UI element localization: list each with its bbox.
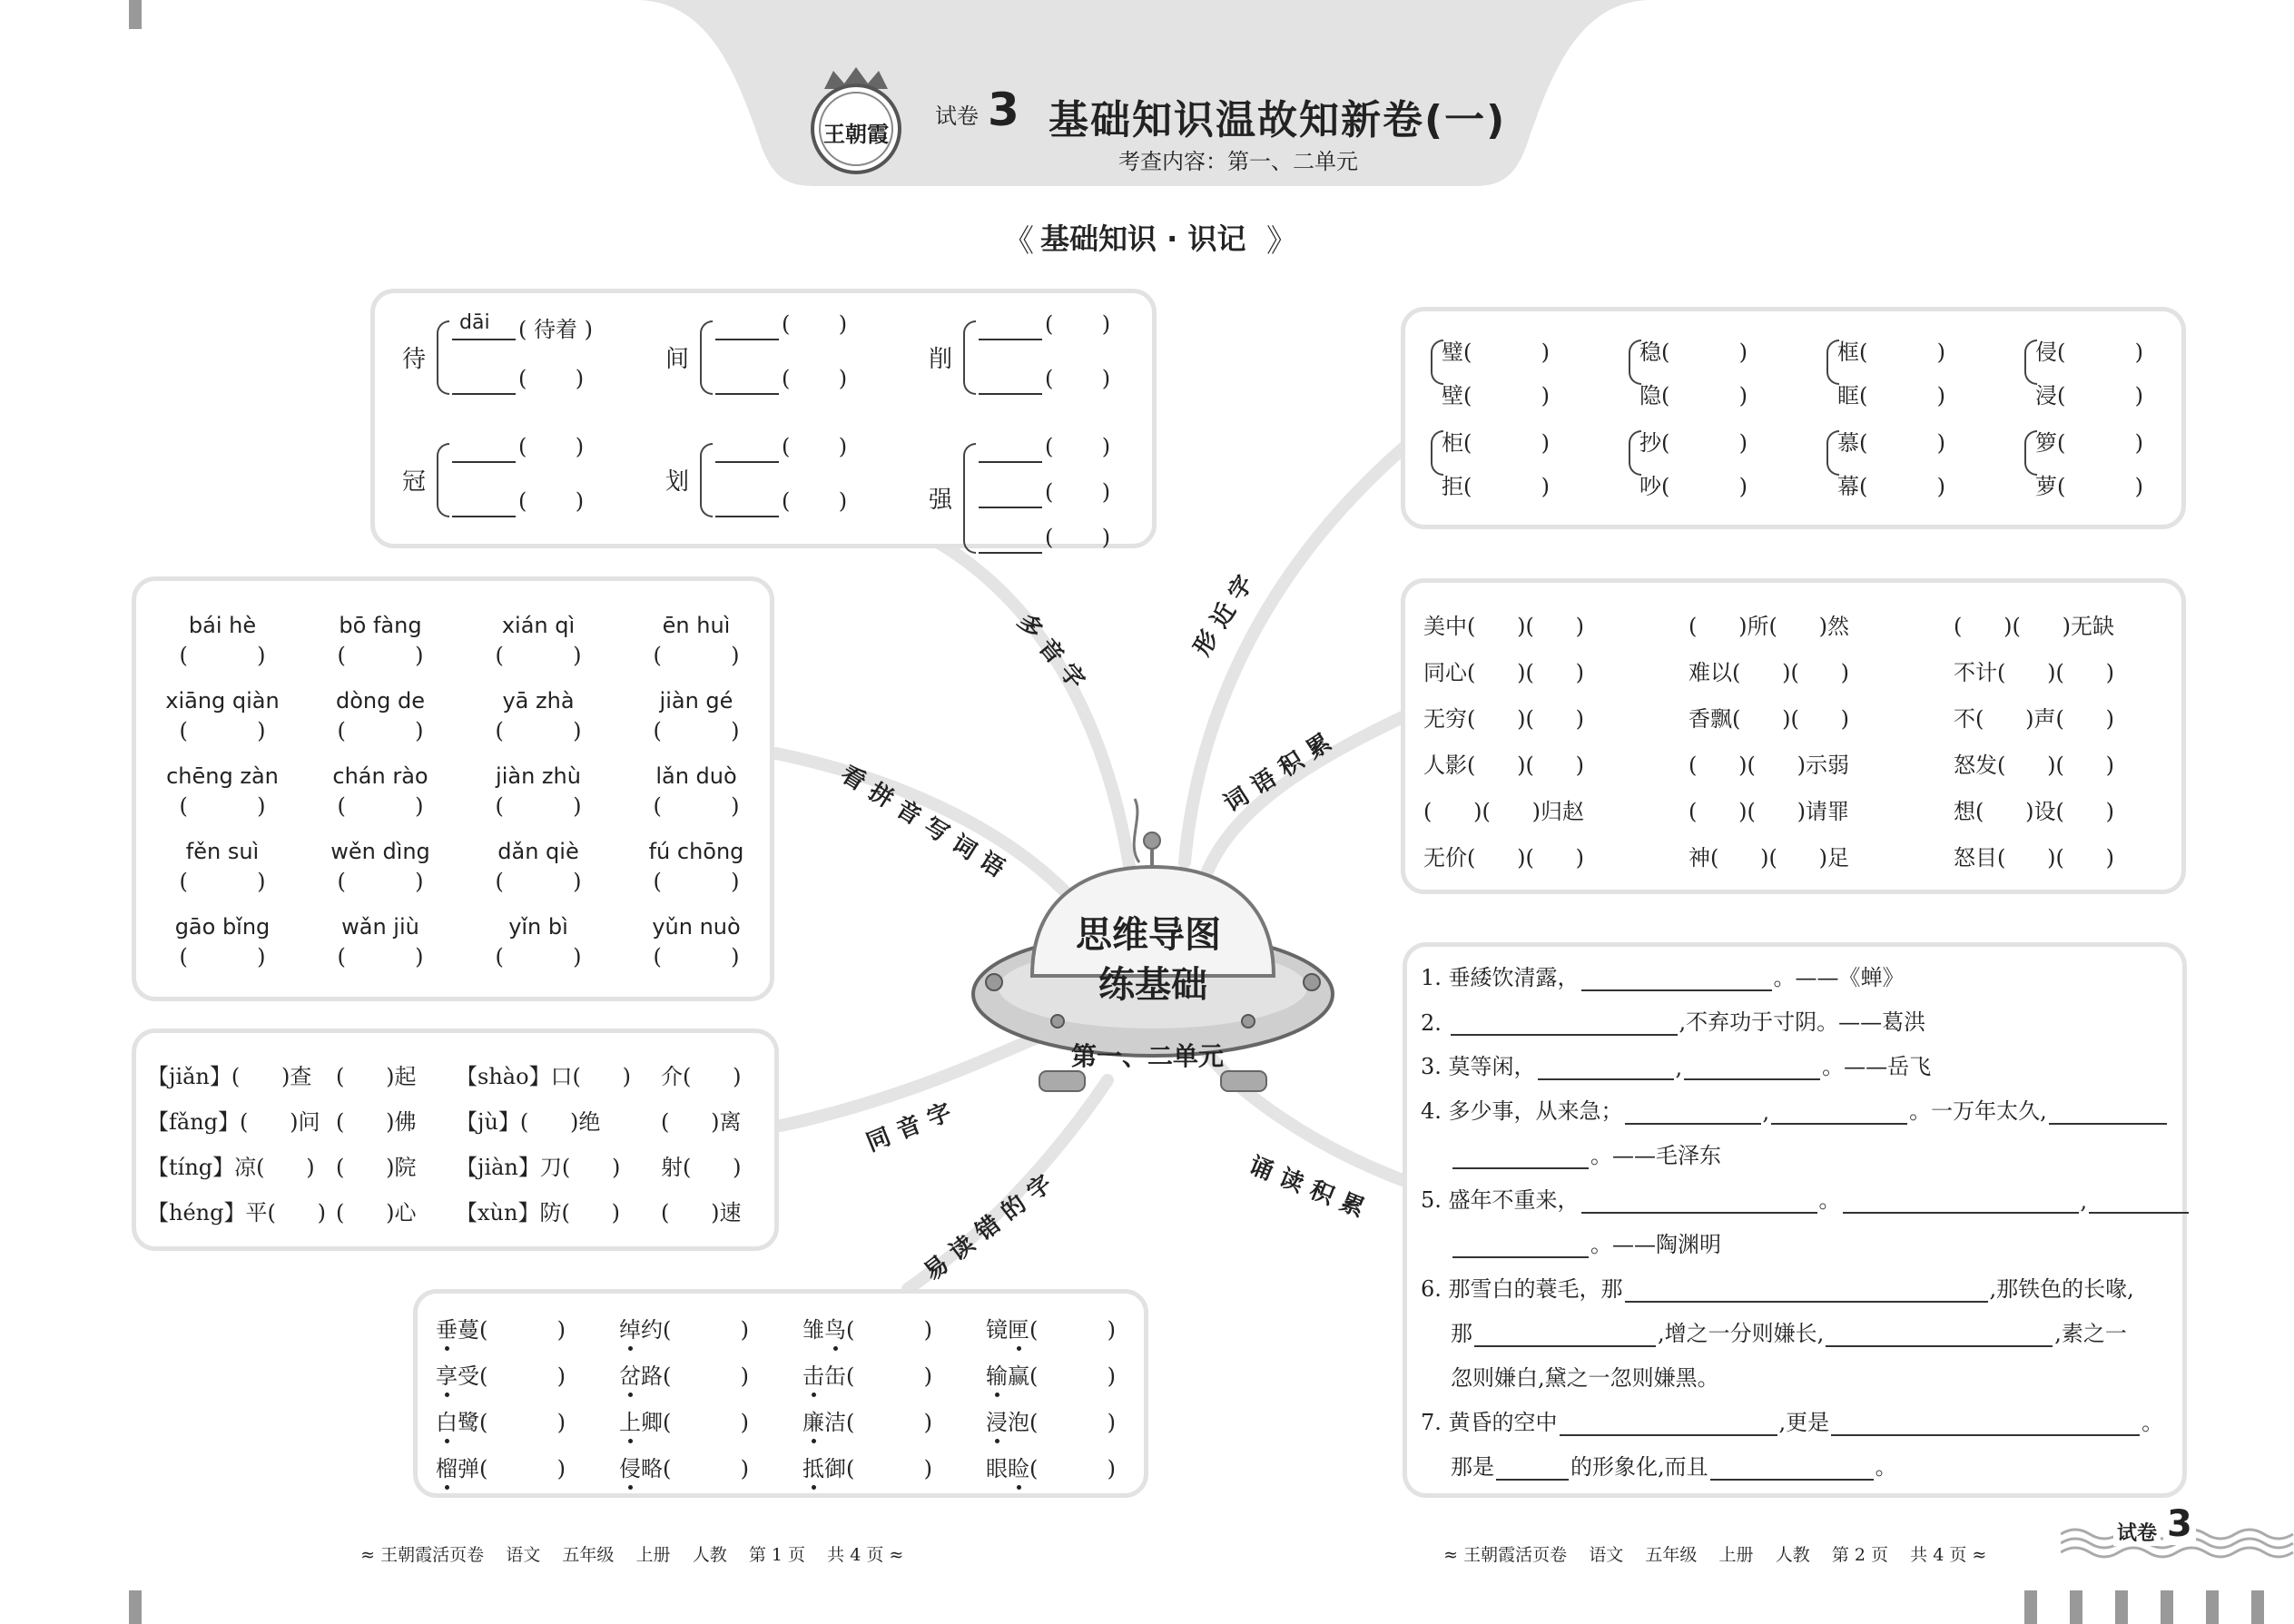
wave-icon: ≈ — [883, 1545, 904, 1565]
songdu-box — [1403, 942, 2187, 1498]
recitation-text: 。一万年太久, — [1909, 1098, 2047, 1124]
answer-blank[interactable] — [452, 311, 516, 340]
dotted-char: 榴 — [436, 1456, 458, 1481]
pinyin-prompt: dòng de — [336, 688, 425, 714]
xingjin-word[interactable]: 稳( ) — [1639, 340, 1748, 365]
paren-blank[interactable]: ( 待着 ) — [518, 317, 593, 342]
xingjin-word[interactable]: 壁( ) — [1442, 383, 1551, 408]
duoyin-char: 间 — [665, 346, 690, 373]
paren-blank[interactable]: ( ) — [1045, 525, 1111, 550]
duoyin-char: 强 — [929, 487, 953, 514]
pinyin-prompt: jiàn gé — [659, 688, 733, 714]
pinyin-prompt: fú chōng — [648, 839, 744, 864]
xingjin-word[interactable]: 萝( ) — [2035, 474, 2144, 499]
word-rest: 卿( ) — [641, 1410, 750, 1435]
word-rest: 赢( ) — [1008, 1363, 1117, 1389]
branch-label-xingjin: 形近字 — [1188, 563, 1265, 661]
answer-blank[interactable] — [452, 434, 516, 463]
page-title: 基础知识温故知新卷(一) — [1049, 97, 1507, 143]
xingjin-word[interactable]: 浸( ) — [2035, 383, 2144, 408]
pinyin-prompt: xiāng qiàn — [165, 688, 280, 714]
word-rest: 弹( ) — [458, 1456, 566, 1481]
paren-blank[interactable]: ( ) — [1045, 311, 1111, 337]
center-title-line2: 练基础 — [1098, 964, 1207, 1006]
xingjin-word[interactable]: 柜( ) — [1442, 430, 1551, 456]
recitation-blank[interactable] — [1452, 1233, 1589, 1258]
footer-left-text: 王朝霞活页卷 语文 五年级 上册 人教 第 1 页 共 4 页 — [380, 1545, 884, 1565]
word-rest: 路( ) — [641, 1363, 750, 1389]
idiom-fill[interactable]: ( )( )归赵 — [1423, 799, 1584, 824]
recitation-blank[interactable] — [1771, 1099, 1907, 1125]
idiom-fill[interactable]: 想( )设( ) — [1954, 799, 2114, 824]
misread-word[interactable] — [986, 1358, 1116, 1390]
word-rest: 蔓( ) — [458, 1317, 566, 1343]
homophone-fill[interactable]: 【xùn】防( ) — [456, 1200, 620, 1225]
recitation-text: 。——陶渊明 — [1590, 1232, 1721, 1257]
recitation-blank[interactable] — [1496, 1455, 1569, 1481]
misread-word[interactable] — [619, 1358, 749, 1390]
word-rest: 约( ) — [641, 1317, 750, 1343]
pinyin-box — [132, 576, 774, 1001]
dotted-char: 享 — [436, 1363, 458, 1389]
homophone-fill[interactable]: 介( ) — [661, 1064, 742, 1089]
answer-blank[interactable] — [715, 434, 779, 463]
tongyin-box — [132, 1029, 779, 1251]
recitation-blank[interactable] — [1581, 1188, 1817, 1214]
pinyin-answer-blank[interactable]: ( ) — [337, 643, 424, 668]
pinyin-answer-blank[interactable]: ( ) — [179, 718, 266, 743]
idiom-fill[interactable]: 美中( )( ) — [1423, 614, 1584, 639]
recitation-blank[interactable] — [1452, 1144, 1589, 1169]
idiom-fill[interactable]: 难以( )( ) — [1689, 660, 1849, 685]
recitation-blank[interactable] — [1581, 966, 1772, 991]
pinyin-prompt: yǔn nuò — [652, 914, 741, 940]
recitation-blank[interactable] — [2089, 1188, 2189, 1214]
idiom-fill[interactable]: ( )( )无缺 — [1954, 614, 2114, 639]
recitation-text: 的形象化,而且 — [1570, 1454, 1708, 1480]
pinyin-answer-blank[interactable]: ( ) — [653, 718, 740, 743]
recitation-blank[interactable] — [1831, 1411, 2140, 1436]
recitation-line — [1451, 1449, 1897, 1481]
recitation-text: 3. 莫等闲， — [1421, 1054, 1536, 1079]
branch-label-duoyin: 多音字 — [1011, 608, 1097, 702]
answer-blank[interactable] — [979, 525, 1042, 554]
paper-label: 试卷 — [935, 103, 979, 129]
paren-blank[interactable]: ( ) — [782, 434, 848, 459]
answer-blank[interactable] — [979, 366, 1042, 395]
dotted-char: 击 — [802, 1363, 824, 1389]
homophone-fill[interactable]: ( )起 — [336, 1064, 417, 1089]
recitation-text: , — [1762, 1099, 1770, 1125]
homophone-fill[interactable]: ( )离 — [661, 1109, 742, 1135]
ciyu-box — [1401, 578, 2186, 894]
misread-word[interactable] — [986, 1451, 1116, 1482]
branch-label-yidu: 易读错的字 — [919, 1164, 1065, 1287]
recitation-text: 1. 垂緌饮清露， — [1421, 965, 1580, 990]
recitation-text: 那 — [1451, 1321, 1472, 1346]
word-rest: ( ) — [1029, 1456, 1117, 1481]
recitation-blank[interactable] — [1684, 1055, 1820, 1080]
paren-blank[interactable]: ( ) — [518, 434, 585, 459]
answer-pinyin: dāi — [459, 311, 490, 334]
recitation-line — [1421, 960, 1905, 991]
recitation-text: 忽则嫌白,黛之一忽则嫌黑。 — [1451, 1365, 1719, 1391]
section-title-right-ornament: 》 — [1266, 223, 1297, 260]
paren-blank[interactable]: ( ) — [1045, 434, 1111, 459]
brace-icon — [963, 443, 976, 554]
paren-blank[interactable]: ( ) — [518, 366, 585, 391]
wave-icon: ≈ — [1443, 1545, 1464, 1565]
recitation-line — [1451, 1315, 2127, 1347]
recitation-text: 。 — [2141, 1410, 2164, 1435]
duoyin-box — [370, 289, 1157, 548]
misread-word[interactable] — [436, 1404, 566, 1436]
pinyin-answer-blank[interactable]: ( ) — [179, 944, 266, 969]
pinyin-answer-blank[interactable]: ( ) — [653, 793, 740, 819]
pinyin-answer-blank[interactable]: ( ) — [495, 793, 582, 819]
dotted-char: 鸟 — [824, 1317, 846, 1343]
recitation-blank[interactable] — [1843, 1188, 2079, 1214]
homophone-fill[interactable]: 【jiǎn】( )查 — [147, 1064, 312, 1089]
center-units-label: 第一、二单元 — [1071, 1041, 1225, 1071]
word-rest: 洁( ) — [824, 1410, 933, 1435]
dotted-char: 匣 — [1008, 1317, 1029, 1343]
idiom-fill[interactable]: ( )( )示弱 — [1689, 753, 1849, 778]
paren-blank[interactable]: ( ) — [1045, 366, 1111, 391]
misread-word[interactable] — [619, 1451, 749, 1482]
footer-right — [1433, 1521, 1986, 1566]
idiom-fill[interactable]: 怒发( )( ) — [1954, 753, 2114, 778]
answer-blank[interactable] — [979, 479, 1042, 508]
xingjin-word[interactable]: 抄( ) — [1639, 430, 1748, 456]
duoyin-char: 削 — [929, 346, 953, 373]
xingjin-word[interactable]: 拒( ) — [1442, 474, 1551, 499]
pinyin-prompt: wǎn jiù — [341, 914, 419, 940]
brace-icon — [700, 320, 713, 395]
xingjin-word[interactable]: 吵( ) — [1639, 474, 1748, 499]
pinyin-prompt: jiàn zhù — [496, 763, 581, 789]
section-title: 基础知识 · 识记 — [1040, 221, 1246, 256]
branch-label-songdu: 诵读积累 — [1245, 1151, 1377, 1226]
recitation-text: 那是 — [1451, 1454, 1494, 1480]
idiom-fill[interactable]: 无穷( )( ) — [1423, 706, 1584, 732]
recitation-text: , — [2080, 1188, 2088, 1214]
homophone-fill[interactable]: 射( ) — [661, 1155, 742, 1180]
pinyin-prompt: dǎn qiè — [497, 839, 579, 864]
answer-blank[interactable] — [715, 488, 779, 517]
recitation-line — [1421, 1048, 1931, 1080]
xingjin-word[interactable]: 框( ) — [1837, 340, 1946, 365]
recitation-line — [1451, 1226, 1721, 1258]
brace-icon — [700, 443, 713, 517]
dotted-char: 上 — [619, 1410, 641, 1435]
pinyin-prompt: gāo bǐng — [174, 914, 271, 940]
idiom-fill[interactable]: 同心( )( ) — [1423, 660, 1584, 685]
brace-icon — [963, 320, 976, 395]
idiom-fill[interactable]: 人影( )( ) — [1423, 753, 1584, 778]
logo-text: 王朝霞 — [823, 121, 889, 147]
pinyin-prompt: bō fàng — [339, 613, 422, 638]
misread-word[interactable] — [619, 1404, 749, 1436]
xingjin-word[interactable]: 幕( ) — [1837, 474, 1946, 499]
xingjin-word[interactable]: 箩( ) — [2035, 430, 2144, 456]
word-char: 镜 — [986, 1317, 1008, 1343]
word-rest: 鹭( ) — [458, 1410, 566, 1435]
corner-number: 3 — [2163, 1503, 2196, 1545]
recitation-text: 7. 黄昏的空中 — [1421, 1410, 1558, 1435]
pinyin-answer-blank[interactable]: ( ) — [179, 793, 266, 819]
pinyin-prompt: chēng zàn — [166, 763, 279, 789]
pinyin-answer-blank[interactable]: ( ) — [653, 944, 740, 969]
recitation-line — [1421, 1004, 1925, 1036]
paren-blank[interactable]: ( ) — [782, 311, 848, 337]
section-title-left-ornament: 《 — [1003, 223, 1034, 260]
recitation-blank[interactable] — [1560, 1411, 1777, 1436]
word-char: 眼 — [986, 1456, 1008, 1481]
dotted-char: 垂 — [436, 1317, 458, 1343]
homophone-fill[interactable]: 【jù】( )绝 — [456, 1109, 601, 1135]
recitation-blank[interactable] — [1625, 1277, 1988, 1303]
dotted-char: 侵 — [619, 1456, 641, 1481]
pinyin-answer-blank[interactable]: ( ) — [179, 643, 266, 668]
idiom-fill[interactable]: 神( )( )足 — [1689, 845, 1849, 871]
pinyin-prompt: ēn huì — [662, 613, 731, 638]
recitation-line — [1451, 1360, 1719, 1392]
idiom-fill[interactable]: 不计( )( ) — [1954, 660, 2114, 685]
xingjin-word[interactable]: 璧( ) — [1442, 340, 1551, 365]
xingjin-box — [1401, 307, 2186, 529]
word-rest: 受( ) — [458, 1363, 566, 1389]
pinyin-answer-blank[interactable]: ( ) — [495, 944, 582, 969]
xingjin-word[interactable]: 隐( ) — [1639, 383, 1748, 408]
dotted-char: 睑 — [1008, 1456, 1029, 1481]
dotted-char: 岔 — [619, 1363, 641, 1389]
paren-blank[interactable]: ( ) — [782, 488, 848, 514]
answer-blank[interactable] — [715, 311, 779, 340]
idiom-fill[interactable]: 怒目( )( ) — [1954, 845, 2114, 871]
brace-icon — [437, 320, 449, 395]
misread-word[interactable] — [802, 1358, 932, 1390]
recitation-text: 4. 多少事，从来急； — [1421, 1098, 1623, 1124]
pinyin-answer-blank[interactable]: ( ) — [495, 718, 582, 743]
branch-label-ciyu: 词语积累 — [1219, 723, 1344, 819]
answer-blank[interactable] — [979, 311, 1042, 340]
recitation-blank[interactable] — [1625, 1099, 1761, 1125]
idiom-fill[interactable]: 不( )声( ) — [1954, 706, 2114, 732]
paren-blank[interactable]: ( ) — [518, 488, 585, 514]
recitation-blank[interactable] — [1538, 1055, 1674, 1080]
recitation-text: ,不弃功于寸阴。——葛洪 — [1679, 1009, 1926, 1035]
homophone-fill[interactable]: ( )心 — [336, 1200, 417, 1225]
word-rest: ( ) — [1029, 1317, 1117, 1343]
homophone-fill[interactable]: 【jiàn】刀( ) — [456, 1155, 621, 1180]
misread-word[interactable] — [802, 1404, 932, 1436]
pinyin-answer-blank[interactable]: ( ) — [337, 718, 424, 743]
branch-label-tongyin: 同音字 — [862, 1095, 964, 1157]
misread-word[interactable] — [802, 1312, 932, 1343]
recitation-text: 6. 那雪白的蓑毛，那 — [1421, 1276, 1623, 1302]
homophone-fill[interactable]: ( )速 — [661, 1200, 742, 1225]
homophone-fill[interactable]: 【fǎng】( )问 — [147, 1109, 320, 1135]
dotted-char: 输 — [986, 1363, 1008, 1389]
recitation-line — [1421, 1182, 2191, 1214]
pinyin-answer-blank[interactable]: ( ) — [653, 869, 740, 894]
xingjin-word[interactable]: 侵( ) — [2035, 340, 2144, 365]
recitation-text: ,那铁色的长喙, — [1989, 1276, 2134, 1302]
idiom-fill[interactable]: ( )( )请罪 — [1689, 799, 1849, 824]
idiom-fill[interactable]: ( )所( )然 — [1689, 614, 1849, 639]
misread-word[interactable] — [619, 1312, 749, 1343]
idiom-fill[interactable]: 香飘( )( ) — [1689, 706, 1849, 732]
recitation-text: 。 — [1818, 1187, 1841, 1213]
misread-word[interactable] — [436, 1451, 566, 1482]
footer-left — [350, 1521, 903, 1566]
pinyin-prompt: wěn dìng — [330, 839, 430, 864]
misread-word[interactable] — [436, 1358, 566, 1390]
dotted-char: 绰 — [619, 1317, 641, 1343]
duoyin-char: 划 — [665, 468, 690, 496]
misread-word[interactable] — [802, 1451, 932, 1482]
recitation-text: ,增之一分则嫌长, — [1658, 1321, 1825, 1346]
pinyin-prompt: xián qì — [501, 613, 576, 638]
answer-blank[interactable] — [452, 488, 516, 517]
page-subtitle: 考查内容：第一、二单元 — [1118, 149, 1358, 174]
pinyin-prompt: chán rào — [332, 763, 428, 789]
homophone-fill[interactable]: 【héng】平( ) — [147, 1200, 326, 1225]
recitation-text: 。——岳飞 — [1822, 1054, 1932, 1079]
duoyin-char: 待 — [402, 346, 427, 373]
wave-icon: ≈ — [1966, 1545, 1987, 1565]
duoyin-char: 冠 — [402, 468, 427, 496]
pinyin-prompt: fěn suì — [185, 839, 260, 864]
misread-word[interactable] — [986, 1404, 1116, 1436]
recitation-blank[interactable] — [1474, 1322, 1656, 1347]
recitation-line — [1451, 1137, 1721, 1169]
branch-label-pinyin: 看拼音写词语 — [835, 760, 1017, 888]
pinyin-prompt: yǐn bì — [508, 914, 568, 940]
pinyin-answer-blank[interactable]: ( ) — [495, 869, 582, 894]
pinyin-prompt: bái hè — [188, 613, 257, 638]
pinyin-answer-blank[interactable]: ( ) — [337, 869, 424, 894]
homophone-fill[interactable]: 【shào】口( ) — [456, 1064, 632, 1089]
answer-blank[interactable] — [979, 434, 1042, 463]
recitation-blank[interactable] — [1826, 1322, 2053, 1347]
paper-number: 3 — [988, 84, 1019, 136]
paren-blank[interactable]: ( ) — [1045, 479, 1111, 505]
xingjin-word[interactable]: 眶( ) — [1837, 383, 1946, 408]
dotted-char: 廉 — [802, 1410, 824, 1435]
recitation-text: , — [1675, 1055, 1683, 1080]
pinyin-answer-blank[interactable]: ( ) — [337, 944, 424, 969]
misread-word[interactable] — [436, 1312, 566, 1343]
recitation-text: ,更是 — [1778, 1410, 1830, 1435]
recitation-blank[interactable] — [1710, 1455, 1874, 1481]
recitation-text: 2. — [1421, 1010, 1449, 1036]
pinyin-prompt: yā zhà — [502, 688, 575, 714]
pinyin-prompt: lǎn duò — [655, 763, 737, 789]
corner-label: 试卷 — [2113, 1518, 2161, 1546]
word-rest: 泡( ) — [1008, 1410, 1117, 1435]
wave-icon: ≈ — [360, 1545, 381, 1565]
dotted-char: 抵 — [802, 1456, 824, 1481]
recitation-text: 。——《蝉》 — [1773, 965, 1905, 990]
misread-word[interactable] — [986, 1312, 1116, 1343]
recitation-line — [1421, 1271, 2134, 1303]
xingjin-word[interactable]: 慕( ) — [1837, 430, 1946, 456]
homophone-fill[interactable]: 【tíng】凉( ) — [147, 1155, 315, 1180]
answer-blank[interactable] — [715, 366, 779, 395]
recitation-text: 5. 盛年不重来， — [1421, 1187, 1580, 1213]
recitation-text: ,素之一 — [2054, 1321, 2127, 1346]
pinyin-answer-blank[interactable]: ( ) — [653, 643, 740, 668]
homophone-fill[interactable]: ( )院 — [336, 1155, 417, 1180]
pinyin-answer-blank[interactable]: ( ) — [337, 793, 424, 819]
center-title-line1: 思维导图 — [1076, 914, 1221, 956]
dotted-char: 浸 — [986, 1410, 1008, 1435]
recitation-blank[interactable] — [2049, 1099, 2167, 1125]
word-rest: ( ) — [846, 1317, 933, 1343]
recitation-text: 。——毛泽东 — [1590, 1143, 1721, 1168]
recitation-blank[interactable] — [1451, 1010, 1678, 1036]
pinyin-answer-blank[interactable]: ( ) — [179, 869, 266, 894]
paren-blank[interactable]: ( ) — [782, 366, 848, 391]
footer-right-text: 王朝霞活页卷 语文 五年级 上册 人教 第 2 页 共 4 页 — [1463, 1545, 1967, 1565]
word-rest: 御( ) — [824, 1456, 933, 1481]
homophone-fill[interactable]: ( )佛 — [336, 1109, 417, 1135]
recitation-line — [1421, 1404, 2163, 1436]
answer-blank[interactable] — [452, 366, 516, 395]
yidu-box — [413, 1289, 1148, 1498]
recitation-text: 。 — [1875, 1454, 1897, 1480]
recitation-line — [1421, 1093, 2169, 1125]
pinyin-answer-blank[interactable]: ( ) — [495, 643, 582, 668]
brace-icon — [437, 443, 449, 517]
word-rest: 缶( ) — [824, 1363, 933, 1389]
idiom-fill[interactable]: 无价( )( ) — [1423, 845, 1584, 871]
word-char: 雏 — [802, 1317, 824, 1343]
word-rest: 略( ) — [641, 1456, 750, 1481]
dotted-char: 白 — [436, 1410, 458, 1435]
